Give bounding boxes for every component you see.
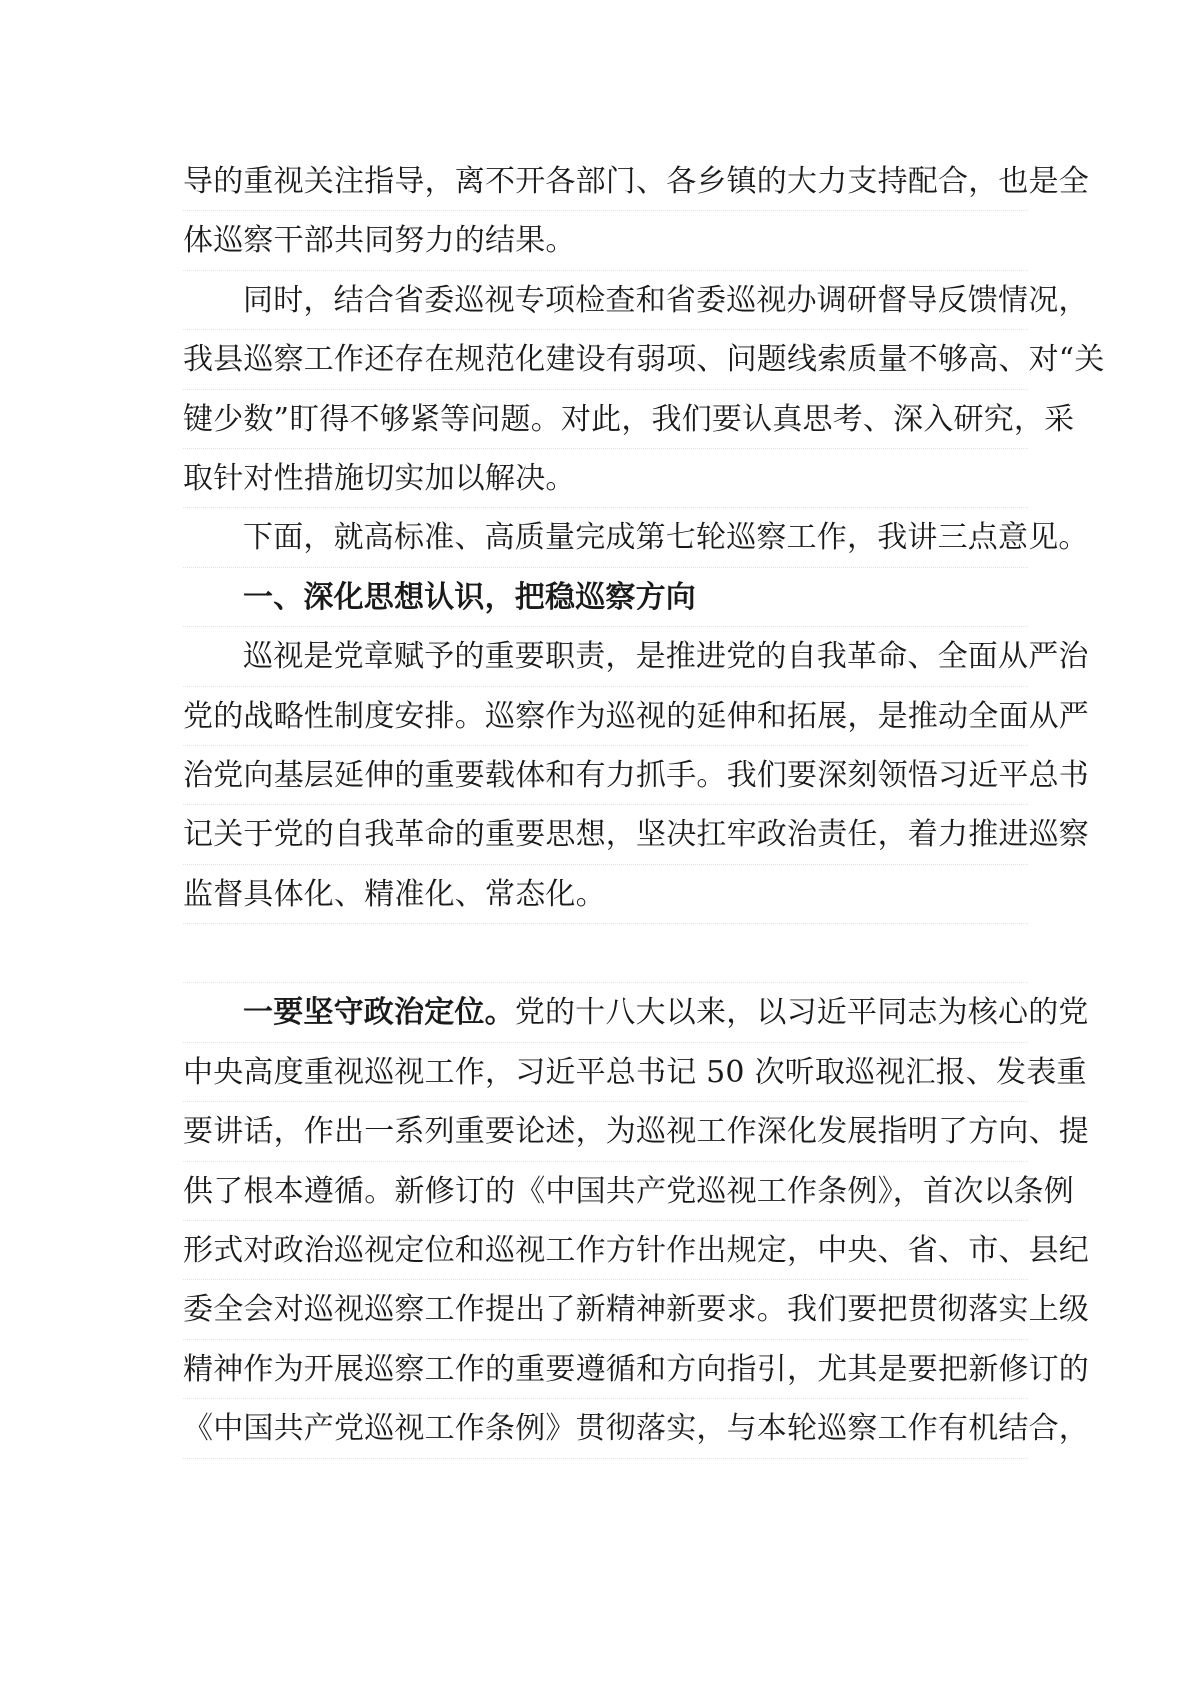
text-line: 委全会对巡视巡察工作提出了新精神新要求。我们要把贯彻落实上级 [183,1280,1028,1339]
text-line: 监督具体化、精准化、常态化。 [183,865,1028,924]
paragraph-start-line: 下面，就高标准、高质量完成第七轮巡察工作，我讲三点意见。 [183,508,1028,567]
section-heading: 一、深化思想认识，把稳巡察方向 [183,568,1028,627]
text-line: 治党向基层延伸的重要载体和有力抓手。我们要深刻领悟习近平总书 [183,746,1028,805]
text-line: 键少数”盯得不够紧等问题。对此，我们要认真思考、深入研究，采 [183,390,1028,449]
paragraph-start-line: 巡视是党章赋予的重要职责，是推进党的自我革命、全面从严治 [183,627,1028,686]
text-line: 记关于党的自我革命的重要思想，坚决扛牢政治责任，着力推进巡察 [183,805,1028,864]
paragraph-start-line [183,983,1089,1042]
text-line: 要讲话，作出一系列重要论述，为巡视工作深化发展指明了方向、提 [183,1102,1028,1161]
blank-line [183,924,1028,983]
text-line: 体巡察干部共同努力的结果。 [183,211,1028,270]
text-line: 我县巡察工作还存在规范化建设有弱项、问题线索质量不够高、对“关 [183,330,1028,389]
text-line: 取针对性措施切实加以解决。 [183,449,1028,508]
text-line: 《中国共产党巡视工作条例》贯彻落实，与本轮巡察工作有机结合， [183,1399,1028,1458]
text-line: 党的战略性制度安排。巡察作为巡视的延伸和拓展，是推动全面从严 [183,687,1028,746]
text-line: 导的重视关注指导，离不开各部门、各乡镇的大力支持配合，也是全 [183,152,1028,211]
text-line: 中央高度重视巡视工作，习近平总书记 50 次听取巡视汇报、发表重 [183,1043,1028,1102]
text-line: 精神作为开展巡察工作的重要遵循和方向指引，尤其是要把新修订的 [183,1340,1028,1399]
paragraph-start-line: 同时，结合省委巡视专项检查和省委巡视办调研督导反馈情况， [183,271,1028,330]
text-line: 供了根本遵循。新修订的《中国共产党巡视工作条例》，首次以条例 [183,1162,1028,1221]
lead-line-text: 党的十八大以来，以习近平同志为核心的党 [514,995,1089,1031]
document-body [183,152,1105,1459]
text-line: 形式对政治巡视定位和巡视工作方针作出规定，中央、省、市、县纪 [183,1221,1028,1280]
lead-phrase: 一要坚守政治定位。 [243,995,515,1031]
